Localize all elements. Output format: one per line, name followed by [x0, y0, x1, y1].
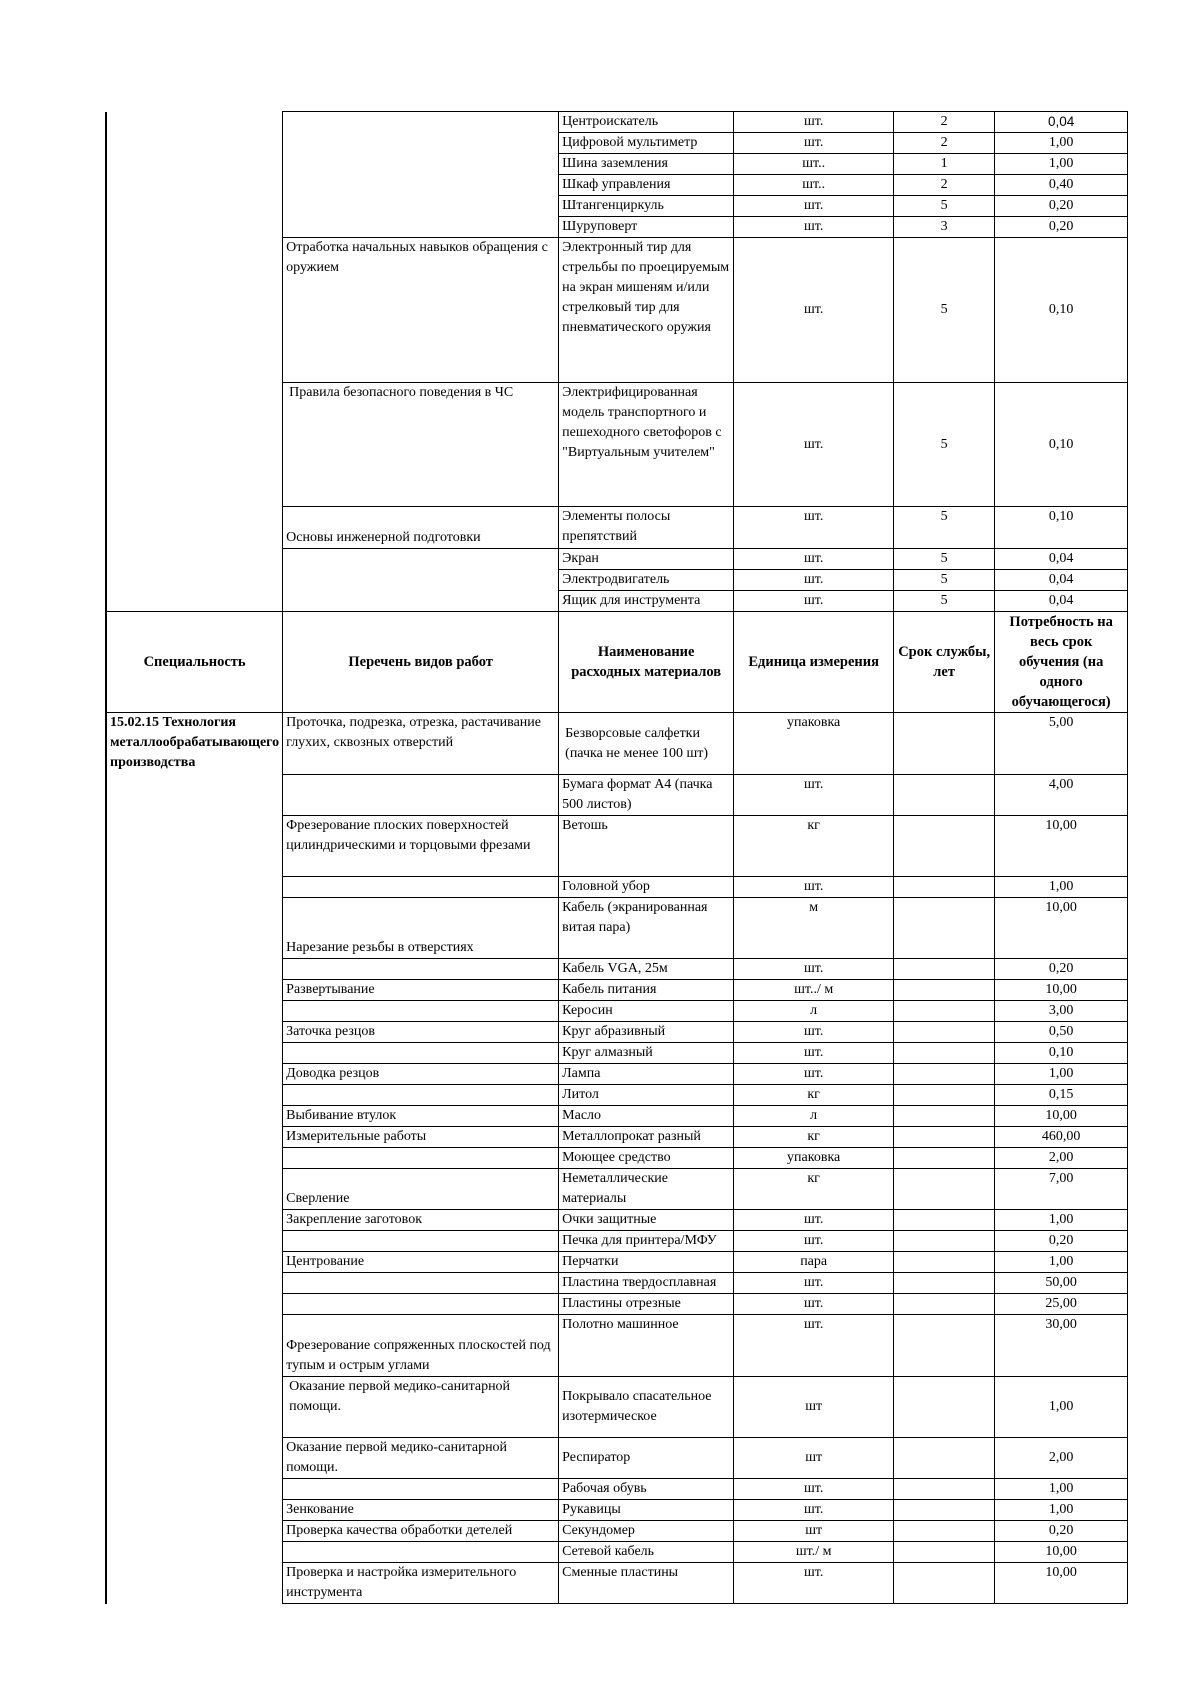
material-cell: Моющее средство [559, 1148, 734, 1169]
work-cell: Доводка резцов [283, 1064, 559, 1085]
life-cell [894, 1315, 995, 1377]
need-cell: 0,10 [995, 1043, 1128, 1064]
work-cell [283, 1001, 559, 1022]
material-cell: Сменные пластины [559, 1563, 734, 1604]
unit-cell: шт. [734, 591, 894, 612]
unit-cell: шт. [734, 217, 894, 238]
unit-cell: шт. [734, 959, 894, 980]
need-cell: 1,00 [995, 154, 1128, 175]
need-cell: 460,00 [995, 1127, 1128, 1148]
header-unit: Единица измерения [734, 612, 894, 713]
material-cell: Секундомер [559, 1521, 734, 1542]
need-cell: 1,00 [995, 1210, 1128, 1231]
life-cell [894, 1064, 995, 1085]
material-cell: Головной убор [559, 877, 734, 898]
material-cell: Кабель (экранированная витая пара) [559, 898, 734, 959]
work-cell: Зенкование [283, 1500, 559, 1521]
material-cell: Сетевой кабель [559, 1542, 734, 1563]
need-cell: 0,20 [995, 959, 1128, 980]
need-cell: 0,04 [995, 549, 1128, 570]
work-cell [283, 775, 559, 816]
work-cell [283, 1085, 559, 1106]
need-cell: 30,00 [995, 1315, 1128, 1377]
life-cell: 2 [894, 133, 995, 154]
life-cell: 5 [894, 383, 995, 507]
work-cell: Оказание первой медико-санитарной помощи. [283, 1377, 559, 1438]
life-cell [894, 980, 995, 1001]
material-cell: Электронный тир для стрельбы по проецируемым на экран мишеням и/или стрелковый тир для пневматического оружия [559, 238, 734, 383]
specialty-cell: 15.02.15 Технология металлообрабатывающего производства [106, 713, 283, 1604]
table-row [106, 713, 1128, 775]
header-works: Перечень видов работ [283, 612, 559, 713]
need-cell: 0,50 [995, 1022, 1128, 1043]
life-cell [894, 816, 995, 877]
unit-cell: шт./ м [734, 1542, 894, 1563]
header-specialty: Специальность [106, 612, 283, 713]
unit-cell: шт. [734, 1500, 894, 1521]
material-cell: Бумага формат А4 (пачка 500 листов) [559, 775, 734, 816]
need-cell: 5,00 [995, 713, 1128, 775]
work-cell: Закрепление заготовок [283, 1210, 559, 1231]
need-cell: 50,00 [995, 1273, 1128, 1294]
need-cell: 0,10 [995, 383, 1128, 507]
life-cell [894, 1252, 995, 1273]
work-cell: Оказание первой медико-санитарной помощи. [283, 1438, 559, 1479]
work-cell [283, 1294, 559, 1315]
work-cell: Сверление [283, 1169, 559, 1210]
material-cell: Шуруповерт [559, 217, 734, 238]
unit-cell: шт. [734, 775, 894, 816]
need-cell: 0,20 [995, 1231, 1128, 1252]
unit-cell: шт. [734, 1043, 894, 1064]
life-cell [894, 1085, 995, 1106]
material-cell: Цифровой мультиметр [559, 133, 734, 154]
work-cell [283, 1148, 559, 1169]
material-cell: Очки защитные [559, 1210, 734, 1231]
work-cell: Проверка и настройка измерительного инструмента [283, 1563, 559, 1604]
unit-cell: шт. [734, 877, 894, 898]
life-cell: 1 [894, 154, 995, 175]
material-cell: Печка для принтера/МФУ [559, 1231, 734, 1252]
work-cell [283, 877, 559, 898]
life-cell [894, 1479, 995, 1500]
need-cell: 1,00 [995, 1064, 1128, 1085]
life-cell: 5 [894, 591, 995, 612]
need-cell: 1,00 [995, 1252, 1128, 1273]
life-cell [894, 1563, 995, 1604]
need-cell: 7,00 [995, 1169, 1128, 1210]
unit-cell: шт. [734, 570, 894, 591]
material-cell: Перчатки [559, 1252, 734, 1273]
unit-cell: кг [734, 1169, 894, 1210]
material-cell: Ящик для инструмента [559, 591, 734, 612]
life-cell [894, 1521, 995, 1542]
need-cell: 10,00 [995, 1106, 1128, 1127]
life-cell [894, 1106, 995, 1127]
need-cell: 2,00 [995, 1148, 1128, 1169]
life-cell [894, 1127, 995, 1148]
material-cell: Масло [559, 1106, 734, 1127]
material-cell: Круг алмазный [559, 1043, 734, 1064]
work-cell [283, 112, 559, 238]
unit-cell: кг [734, 816, 894, 877]
unit-cell: шт.. [734, 175, 894, 196]
work-cell: Заточка резцов [283, 1022, 559, 1043]
need-cell: 0,04 [995, 570, 1128, 591]
need-cell: 10,00 [995, 1563, 1128, 1604]
need-cell: 1,00 [995, 1500, 1128, 1521]
need-cell: 0,20 [995, 1521, 1128, 1542]
need-cell: 0,15 [995, 1085, 1128, 1106]
header-need: Потребность на весь срок обучения (на одного обучающегося) [995, 612, 1128, 713]
material-cell: Центроискатель [559, 112, 734, 133]
life-cell: 3 [894, 217, 995, 238]
life-cell [894, 1231, 995, 1252]
unit-cell: шт. [734, 1294, 894, 1315]
unit-cell: шт.. [734, 154, 894, 175]
unit-cell: шт. [734, 238, 894, 383]
life-cell [894, 1043, 995, 1064]
work-cell: Фрезерование сопряженных плоскостей под тупым и острым углами [283, 1315, 559, 1377]
unit-cell: пара [734, 1252, 894, 1273]
material-cell: Ветошь [559, 816, 734, 877]
unit-cell: шт [734, 1521, 894, 1542]
material-cell: Экран [559, 549, 734, 570]
material-cell: Покрывало спасательное изотермическое [559, 1377, 734, 1438]
need-cell: 0,10 [995, 238, 1128, 383]
work-cell [283, 1043, 559, 1064]
need-cell: 1,00 [995, 1479, 1128, 1500]
unit-cell: упаковка [734, 1148, 894, 1169]
work-cell [283, 549, 559, 612]
work-cell: Центрование [283, 1252, 559, 1273]
unit-cell: шт. [734, 133, 894, 154]
need-cell: 3,00 [995, 1001, 1128, 1022]
unit-cell: шт. [734, 1064, 894, 1085]
work-cell [283, 1479, 559, 1500]
life-cell [894, 1294, 995, 1315]
header-life: Срок службы, лет [894, 612, 995, 713]
life-cell [894, 1148, 995, 1169]
materials-table [105, 111, 1128, 1604]
need-cell: 10,00 [995, 1542, 1128, 1563]
material-cell: Неметаллические материалы [559, 1169, 734, 1210]
table-header-row [106, 612, 1128, 713]
material-cell: Элементы полосы препятствий [559, 507, 734, 549]
work-cell: Проверка качества обработки детелей [283, 1521, 559, 1542]
unit-cell: шт. [734, 549, 894, 570]
material-cell: Рукавицы [559, 1500, 734, 1521]
need-cell: 1,00 [995, 1377, 1128, 1438]
life-cell [894, 1022, 995, 1043]
unit-cell: шт [734, 1377, 894, 1438]
unit-cell: шт../ м [734, 980, 894, 1001]
life-cell [894, 1001, 995, 1022]
unit-cell: шт. [734, 1273, 894, 1294]
requirements-table [105, 111, 1128, 1604]
need-cell: 0,40 [995, 175, 1128, 196]
need-cell: 10,00 [995, 816, 1128, 877]
need-cell: 0,04 [995, 112, 1128, 133]
material-cell: Электрифицированная модель транспортного и пешеходного светофоров с "Виртуальным учителем" [559, 383, 734, 507]
material-cell: Пластина твердосплавная [559, 1273, 734, 1294]
work-cell [283, 1231, 559, 1252]
unit-cell: л [734, 1106, 894, 1127]
work-cell: Основы инженерной подготовки [283, 507, 559, 549]
unit-cell: л [734, 1001, 894, 1022]
work-cell [283, 1273, 559, 1294]
material-cell: Респиратор [559, 1438, 734, 1479]
life-cell [894, 959, 995, 980]
unit-cell: шт. [734, 507, 894, 549]
material-cell: Кабель VGA, 25м [559, 959, 734, 980]
life-cell [894, 1273, 995, 1294]
material-cell: Литол [559, 1085, 734, 1106]
need-cell: 10,00 [995, 980, 1128, 1001]
need-cell: 1,00 [995, 877, 1128, 898]
need-cell: 4,00 [995, 775, 1128, 816]
life-cell [894, 898, 995, 959]
life-cell: 5 [894, 507, 995, 549]
need-cell: 1,00 [995, 133, 1128, 154]
work-cell: Правила безопасного поведения в ЧС [283, 383, 559, 507]
unit-cell: кг [734, 1085, 894, 1106]
life-cell [894, 1377, 995, 1438]
need-cell: 10,00 [995, 898, 1128, 959]
material-cell: Керосин [559, 1001, 734, 1022]
life-cell [894, 1438, 995, 1479]
material-cell: Штангенциркуль [559, 196, 734, 217]
material-cell: Шина заземления [559, 154, 734, 175]
work-cell: Измерительные работы [283, 1127, 559, 1148]
need-cell: 0,20 [995, 196, 1128, 217]
work-cell: Нарезание резьбы в отверстиях [283, 898, 559, 959]
material-cell: Пластины отрезные [559, 1294, 734, 1315]
material-cell: Лампа [559, 1064, 734, 1085]
need-cell: 25,00 [995, 1294, 1128, 1315]
unit-cell: упаковка [734, 713, 894, 775]
material-cell: Шкаф управления [559, 175, 734, 196]
life-cell: 5 [894, 570, 995, 591]
work-cell [283, 1542, 559, 1563]
life-cell: 5 [894, 238, 995, 383]
unit-cell: шт. [734, 1022, 894, 1043]
need-cell: 0,10 [995, 507, 1128, 549]
unit-cell: шт. [734, 196, 894, 217]
unit-cell: кг [734, 1127, 894, 1148]
material-cell: Электродвигатель [559, 570, 734, 591]
material-cell: Кабель питания [559, 980, 734, 1001]
unit-cell: шт. [734, 112, 894, 133]
life-cell [894, 713, 995, 775]
unit-cell: шт. [734, 383, 894, 507]
work-cell: Выбивание втулок [283, 1106, 559, 1127]
header-materials: Наименование расходных материалов [559, 612, 734, 713]
table-row [106, 112, 1128, 133]
life-cell [894, 1542, 995, 1563]
material-cell: Безворсовые салфетки (пачка не менее 100 шт) [559, 713, 734, 775]
work-cell: Отработка начальных навыков обращения с оружием [283, 238, 559, 383]
material-cell: Круг абразивный [559, 1022, 734, 1043]
need-cell: 2,00 [995, 1438, 1128, 1479]
unit-cell: шт. [734, 1210, 894, 1231]
life-cell [894, 877, 995, 898]
unit-cell: шт. [734, 1563, 894, 1604]
need-cell: 0,20 [995, 217, 1128, 238]
unit-cell: м [734, 898, 894, 959]
work-cell [283, 959, 559, 980]
material-cell: Металлопрокат разный [559, 1127, 734, 1148]
work-cell: Развертывание [283, 980, 559, 1001]
life-cell: 5 [894, 196, 995, 217]
unit-cell: шт [734, 1438, 894, 1479]
material-cell: Рабочая обувь [559, 1479, 734, 1500]
material-cell: Полотно машинное [559, 1315, 734, 1377]
life-cell [894, 1500, 995, 1521]
life-cell: 5 [894, 549, 995, 570]
life-cell [894, 1169, 995, 1210]
life-cell [894, 1210, 995, 1231]
life-cell: 2 [894, 112, 995, 133]
work-cell: Проточка, подрезка, отрезка, растачивание глухих, сквозных отверстий [283, 713, 559, 775]
life-cell [894, 775, 995, 816]
unit-cell: шт. [734, 1479, 894, 1500]
unit-cell: шт. [734, 1315, 894, 1377]
need-cell: 0,04 [995, 591, 1128, 612]
life-cell: 2 [894, 175, 995, 196]
work-cell: Фрезерование плоских поверхностей цилиндрическими и торцовыми фрезами [283, 816, 559, 877]
unit-cell: шт. [734, 1231, 894, 1252]
